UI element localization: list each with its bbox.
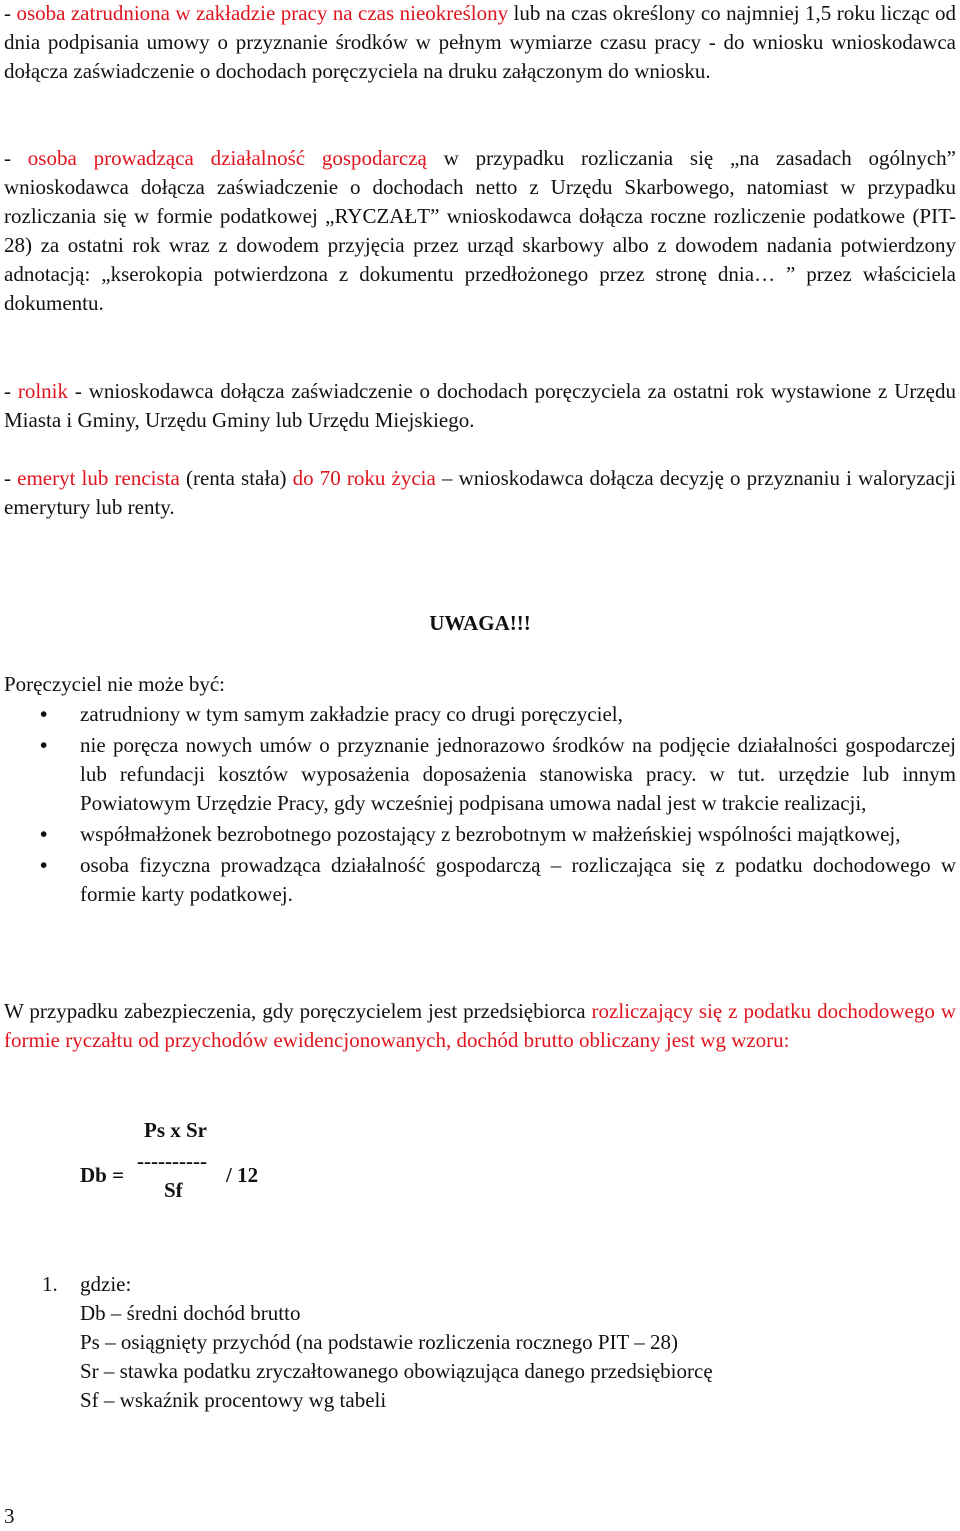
paragraph-pensioner — [4, 464, 956, 522]
list-item — [4, 851, 956, 909]
dash: - — [4, 1, 17, 25]
list-number: 1. — [42, 1272, 58, 1296]
bullet-icon: • — [40, 733, 48, 757]
highlight-lump-sum: rozliczający się z podatku dochodowego w formie ryczałtu od przychodów ewidencjonowanych, dochód brutto obliczany jest wg wzoru: — [4, 999, 956, 1052]
paragraph-text: lub na czas określony co najmniej 1,5 roku licząc od dnia podpisania umowy o przyznanie środków w pełnym wymiarze czasu pracy - do wniosku wnioskodawca dołącza zaświadczenie o dochodach poręczyciela na druku załączonym do wniosku. — [4, 1, 957, 83]
bullet-icon: • — [40, 853, 48, 877]
dash: - — [4, 466, 18, 490]
paragraph-business — [4, 144, 956, 318]
page-number: 3 — [4, 1504, 15, 1528]
paragraph-text: w przypadku rozliczania się „na zasadach ogólnych” wnioskodawca dołącza zaświadczenie o dochodach netto z Urzędu Skarbowego, natomiast w przypadku rozliczania się w formie podatkowej „RYCZAŁT” wnioskodawca dołącza roczne rozliczenie podatkowe (PIT-28) za ostatni rok wraz z dowodem przyjęcia przez urząd skarbowy albo z dowodem nadania potwierdzony adnotacją: „kserokopia potwierdzona z dokumentu przedłożonego przez stronę dnia… ” przez właściciela dokumentu. — [4, 146, 957, 315]
paragraph-text: (renta stała) — [179, 466, 293, 490]
restrictions-list — [4, 700, 956, 911]
paragraph-text: – wnioskodawca dołącza decyzję o przyznaniu i waloryzacji emerytury lub renty. — [4, 466, 956, 519]
list-item-text: współmałżonek bezrobotnego pozostający z bezrobotnym w małżeńskiej wspólności majątkowej, — [80, 822, 901, 846]
warning-heading: UWAGA!!! — [429, 611, 531, 635]
guarantor-restrictions-title: Poręczyciel nie może być: — [4, 672, 225, 696]
highlight-employed: osoba zatrudniona w zakładzie pracy na czas nieokreślony — [16, 1, 509, 25]
dash: - — [4, 379, 18, 403]
definition-db: Db – średni dochód brutto — [80, 1301, 301, 1325]
list-item — [4, 820, 956, 849]
definition-sf: Sf – wskaźnik procentowy wg tabeli — [80, 1388, 387, 1412]
highlight-pensioner: emeryt lub rencista — [17, 466, 180, 490]
highlight-business: osoba prowadząca działalność gospodarczą — [27, 146, 427, 170]
formula-fraction-bar: ---------- — [137, 1149, 207, 1173]
highlight-farmer: rolnik — [17, 379, 69, 403]
definition-ps: Ps – osiągnięty przychód (na podstawie rozliczenia rocznego PIT – 28) — [80, 1330, 678, 1354]
formula-denominator: Sf — [164, 1178, 183, 1202]
formula-numerator: Ps x Sr — [144, 1118, 207, 1142]
list-item — [4, 700, 956, 729]
bullet-icon: • — [40, 822, 48, 846]
formula-divisor: / 12 — [226, 1163, 259, 1187]
paragraph-lump-sum — [4, 997, 956, 1055]
definitions-list — [4, 1270, 956, 1415]
list-item-text: nie poręcza nowych umów o przyznanie jednorazowo środków na podjęcie działalności gospodarczej lub refundacji kosztów wyposażenia doposażenia stanowiska pracy. w tut. urzędzie lub innym Powiatowym Urzędzie Pracy, gdy wcześniej podpisana umowa nadal jest w trakcie realizacji, — [80, 733, 956, 815]
paragraph-text: W przypadku zabezpieczenia, gdy poręczycielem jest przedsiębiorca — [4, 999, 592, 1023]
paragraph-text: - wnioskodawca dołącza zaświadczenie o dochodach poręczyciela za ostatni rok wystawione z Urzędu Miasta i Gminy, Urzędu Gminy lub Urzędu Miejskiego. — [4, 379, 956, 432]
list-item-text: zatrudniony w tym samym zakładzie pracy co drugi poręczyciel, — [80, 702, 623, 726]
list-item-text: osoba fizyczna prowadząca działalność gospodarczą – rozliczająca się z podatku dochodowego w formie karty podatkowej. — [80, 853, 956, 906]
paragraph-employed — [4, 0, 956, 86]
formula-lhs: Db = — [80, 1163, 125, 1187]
paragraph-farmer — [4, 377, 956, 435]
definition-sr: Sr – stawka podatku zryczałtowanego obowiązująca danego przedsiębiorcę — [80, 1359, 713, 1383]
definitions-heading: gdzie: — [80, 1272, 132, 1296]
bullet-icon: • — [40, 702, 48, 726]
highlight-age-limit: do 70 roku życia — [292, 466, 436, 490]
dash: - — [4, 146, 28, 170]
list-item — [4, 731, 956, 818]
